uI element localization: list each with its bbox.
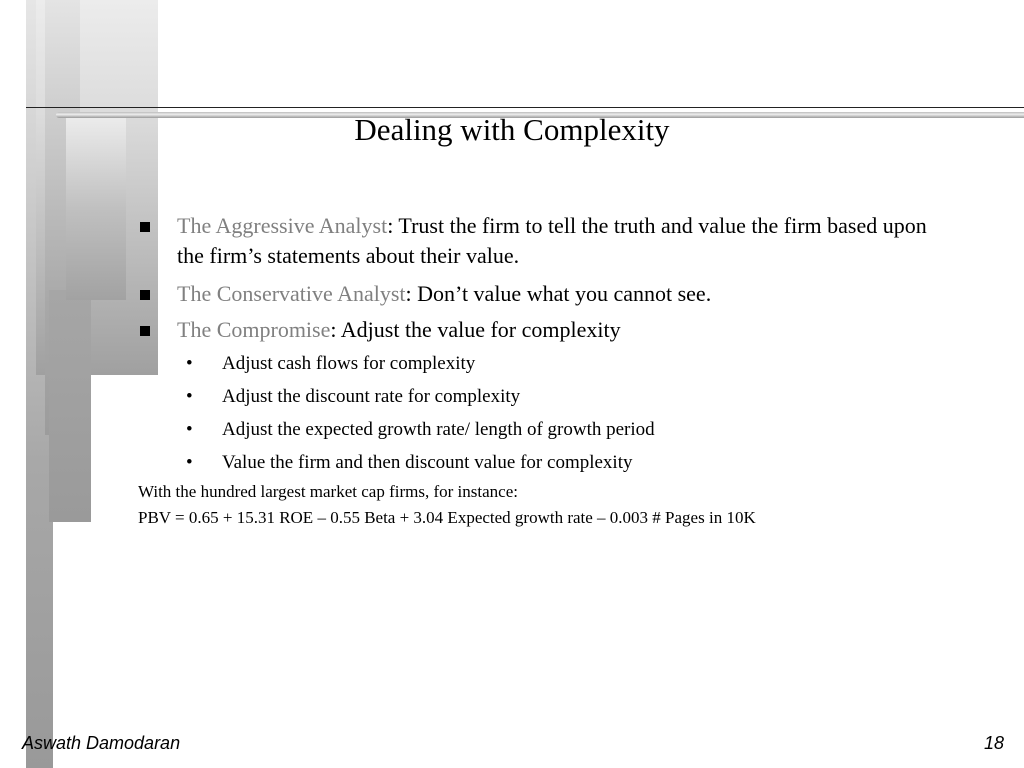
square-bullet-icon [140, 222, 150, 232]
bullet-text: : Adjust the value for complexity [330, 317, 621, 342]
sub-bullet: Adjust the discount rate for complexity [222, 386, 521, 407]
bullet-label: The Compromise [177, 317, 331, 342]
dot-bullet-icon: • [186, 353, 193, 374]
footer-author: Aswath Damodaran [22, 733, 181, 753]
title-divider [26, 107, 1024, 108]
slide-title: Dealing with Complexity [354, 112, 670, 147]
bullet-text: : Trust the firm to tell the truth and value the firm based upon the firm’s statements about their value. [177, 213, 927, 268]
bullet-compromise [177, 315, 957, 345]
bullet-text: : Don’t value what you cannot see. [405, 281, 712, 306]
bullet-label: The Aggressive Analyst [177, 213, 388, 238]
page-number: 18 [983, 733, 1004, 753]
bullet-label: The Conservative Analyst [177, 281, 406, 306]
dot-bullet-icon: • [186, 386, 193, 407]
bullet-conservative [177, 279, 957, 309]
sub-bullet: Adjust the expected growth rate/ length of growth period [222, 419, 655, 440]
bullet-aggressive [177, 211, 957, 271]
note-text: With the hundred largest market cap firms, for instance: [138, 482, 518, 501]
equation-text: PBV = 0.65 + 15.31 ROE – 0.55 Beta + 3.04 Expected growth rate – 0.003 # Pages in 10K [138, 508, 756, 527]
dot-bullet-icon: • [186, 452, 193, 473]
decorative-bar [49, 290, 91, 522]
square-bullet-icon [140, 290, 150, 300]
sub-bullet: Value the firm and then discount value for complexity [222, 452, 633, 473]
square-bullet-icon [140, 326, 150, 336]
dot-bullet-icon: • [186, 419, 193, 440]
sub-bullet: Adjust cash flows for complexity [222, 353, 476, 374]
